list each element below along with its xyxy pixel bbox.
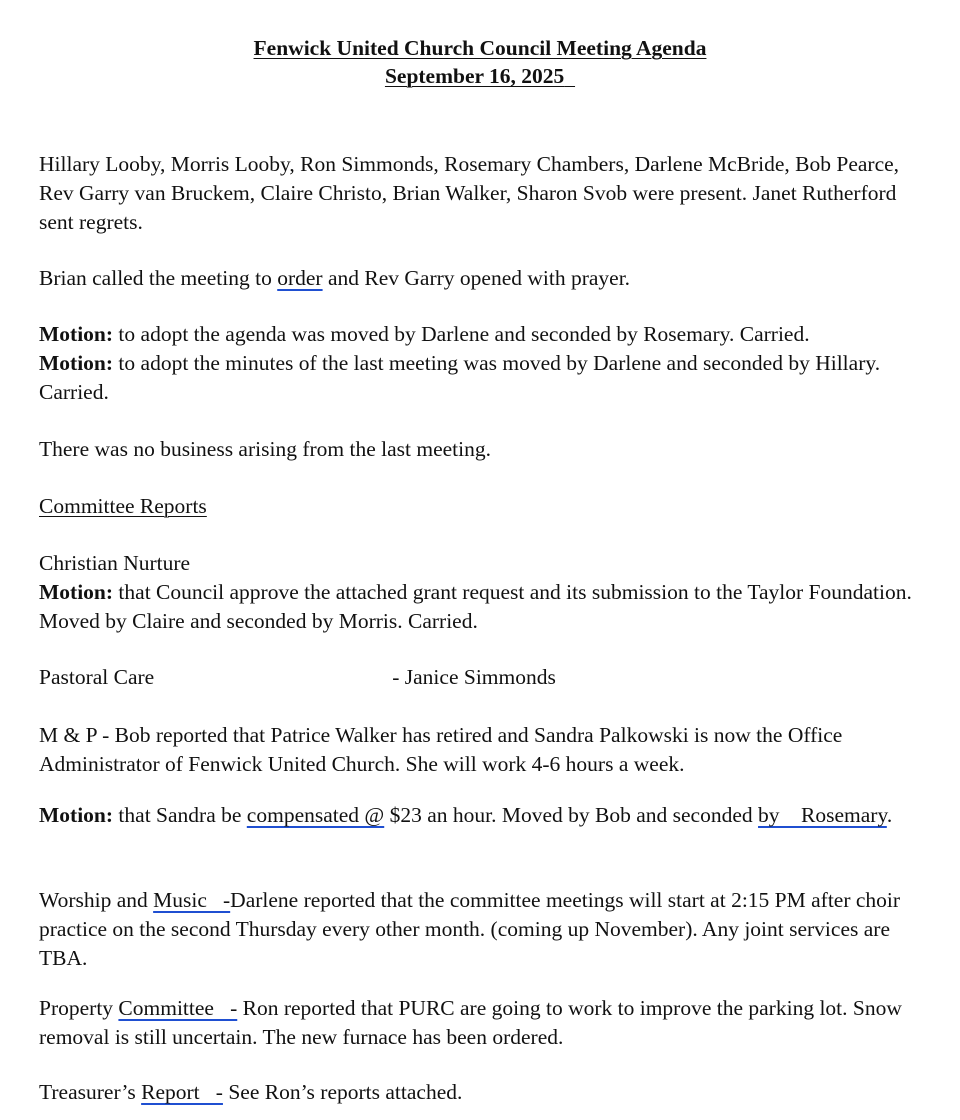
pastoral-care-line <box>39 663 934 692</box>
music-link[interactable]: Music - <box>153 888 231 912</box>
report-link[interactable]: Report - <box>141 1080 223 1104</box>
committee-link[interactable]: Committee - <box>118 996 238 1020</box>
motion-label: Motion: <box>39 580 114 604</box>
treasurer-report: Treasurer’s Report - See Ron’s reports attached. <box>39 1080 463 1104</box>
m-and-p-report: M & P - Bob reported that Patrice Walker has retired and Sandra Palkowski is now the Office Administrator of Fenwick United Church. She will work 4-6 hours a week. <box>39 723 843 776</box>
order-link[interactable]: order <box>277 266 323 290</box>
business-arising-paragraph: There was no business arising from the last meeting. <box>39 437 491 461</box>
motion-adopt-minutes: Motion: to adopt the minutes of the last meeting was moved by Darlene and seconded by Hillary. Carried. <box>39 351 881 404</box>
attendance-paragraph: Hillary Looby, Morris Looby, Ron Simmonds, Rosemary Chambers, Darlene McBride, Bob Pearce, Rev Garry van Bruckem, Claire Christo, Brian Walker, Sharon Svob were present. Janet Rutherford sent regrets. <box>39 152 900 234</box>
motion-label: Motion: <box>39 803 114 827</box>
motion-label: Motion: <box>39 351 114 375</box>
by-rosemary-link[interactable]: by Rosemary <box>758 803 887 827</box>
opening-paragraph: Brian called the meeting to order and Rev Garry opened with prayer. <box>39 266 631 290</box>
pastoral-care-contact: - Janice Simmonds <box>392 665 556 689</box>
motion-label: Motion: <box>39 322 114 346</box>
christian-nurture-heading: Christian Nurture <box>39 551 191 575</box>
committee-reports-heading: Committee Reports <box>39 494 207 518</box>
compensated-link[interactable]: compensated @ <box>246 803 385 827</box>
motion-adopt-agenda: Motion: to adopt the agenda was moved by Darlene and seconded by Rosemary. Carried. <box>39 322 810 346</box>
meeting-date: September 16, 2025 <box>384 64 565 88</box>
document-title: Fenwick United Church Council Meeting Agenda <box>253 36 707 60</box>
property-committee-report: Property Committee - Ron reported that PURC are going to work to improve the parking lot. Snow removal is still uncertain. The new furnace has been ordered. <box>39 996 902 1049</box>
motion-compensation: Motion: that Sandra be compensated @ $23 an hour. Moved by Bob and seconded by Rosemary. <box>39 803 893 827</box>
worship-music-report: Worship and Music -Darlene reported that the committee meetings will start at 2:15 PM after choir practice on the second Thursday every other month. (coming up November). Any joint services are TBA. <box>39 888 901 970</box>
motion-grant-request: Motion: that Council approve the attached grant request and its submission to the Taylor Foundation. Moved by Claire and seconded by Morris. Carried. <box>39 580 912 633</box>
pastoral-care-label: Pastoral Care <box>39 665 155 689</box>
